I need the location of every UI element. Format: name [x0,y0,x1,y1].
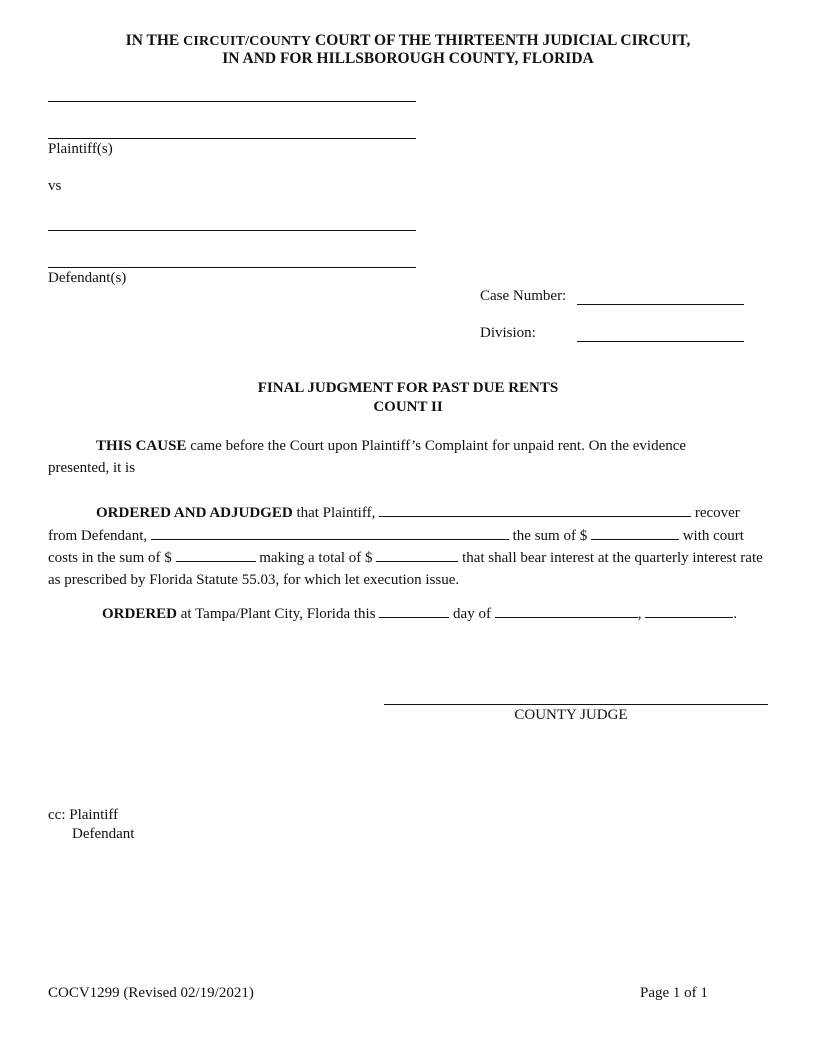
plaintiff-label: Plaintiff(s) [48,141,113,157]
month-field[interactable] [495,603,638,618]
defendant-name-field[interactable] [151,525,509,540]
court-header-line-1 [0,32,816,51]
day-of-text: day of [453,606,491,622]
division-field[interactable] [577,341,744,342]
judge-signature-line[interactable] [384,704,768,705]
case-number-field[interactable] [577,304,744,305]
ordered-text-plaintiff: that Plaintiff, [296,505,376,521]
ordered-location-text: at Tampa/Plant City, Florida this [180,606,376,622]
ordered-text-total: making a total of $ [259,550,373,566]
case-number-label: Case Number: [480,288,567,304]
division-label: Division: [480,325,536,341]
cc-defendant: Defendant [72,826,135,842]
cc-plaintiff: cc: Plaintiff [48,807,119,823]
vs-label: vs [48,178,62,194]
plaintiff-name-line-2[interactable] [48,138,416,139]
ordered-adjudged-bold: ORDERED AND ADJUDGED [96,505,293,521]
court-header-circuit-county: CIRCUIT/COUNTY [183,34,312,49]
page-number: Page 1 of 1 [640,985,708,1001]
date-period: . [733,606,737,622]
judgment-count: COUNT II [373,399,443,415]
defendant-name-line-1[interactable] [48,230,416,231]
ordered-adjudged-paragraph [48,502,768,591]
plaintiff-name-line-1[interactable] [48,101,416,102]
court-header-court-of: COURT OF THE THIRTEENTH JUDICIAL CIRCUIT, [315,32,691,49]
this-cause-bold: THIS CAUSE [96,438,187,454]
ordered-text-sum: the sum of $ [512,527,588,544]
county-judge-label: COUNTY JUDGE [514,707,628,723]
form-id: COCV1299 (Revised 02/19/2021) [48,985,254,1001]
ordered-text-costs: with court costs in the sum of $ [48,527,744,566]
total-amount-field[interactable] [376,547,458,562]
judgment-title: FINAL JUDGMENT FOR PAST DUE RENTS [257,380,559,396]
ordered-text-recover: recover from Defendant, [48,505,740,544]
sum-amount-field[interactable] [591,525,679,540]
ordered-text-interest: that shall bear interest at the quarterly interest rate as prescribed by Florida Statute 55.03, for which let execution issue. [48,550,763,588]
ordered-bold: ORDERED [102,606,178,622]
court-header-line-2: IN AND FOR HILLSBOROUGH COUNTY, FLORIDA [222,50,594,67]
date-comma: , [637,606,642,622]
court-header-in-the: IN THE [125,32,180,49]
court-costs-field[interactable] [176,547,256,562]
defendant-name-line-2[interactable] [48,267,416,268]
this-cause-paragraph [48,436,738,479]
this-cause-text: came before the Court upon Plaintiff’s Complaint for unpaid rent. On the evidence presented, it is [48,438,687,476]
day-field[interactable] [379,603,449,618]
plaintiff-name-field[interactable] [379,502,691,517]
year-field[interactable] [645,603,733,618]
defendant-label: Defendant(s) [48,270,127,286]
ordered-date-line [102,603,782,626]
